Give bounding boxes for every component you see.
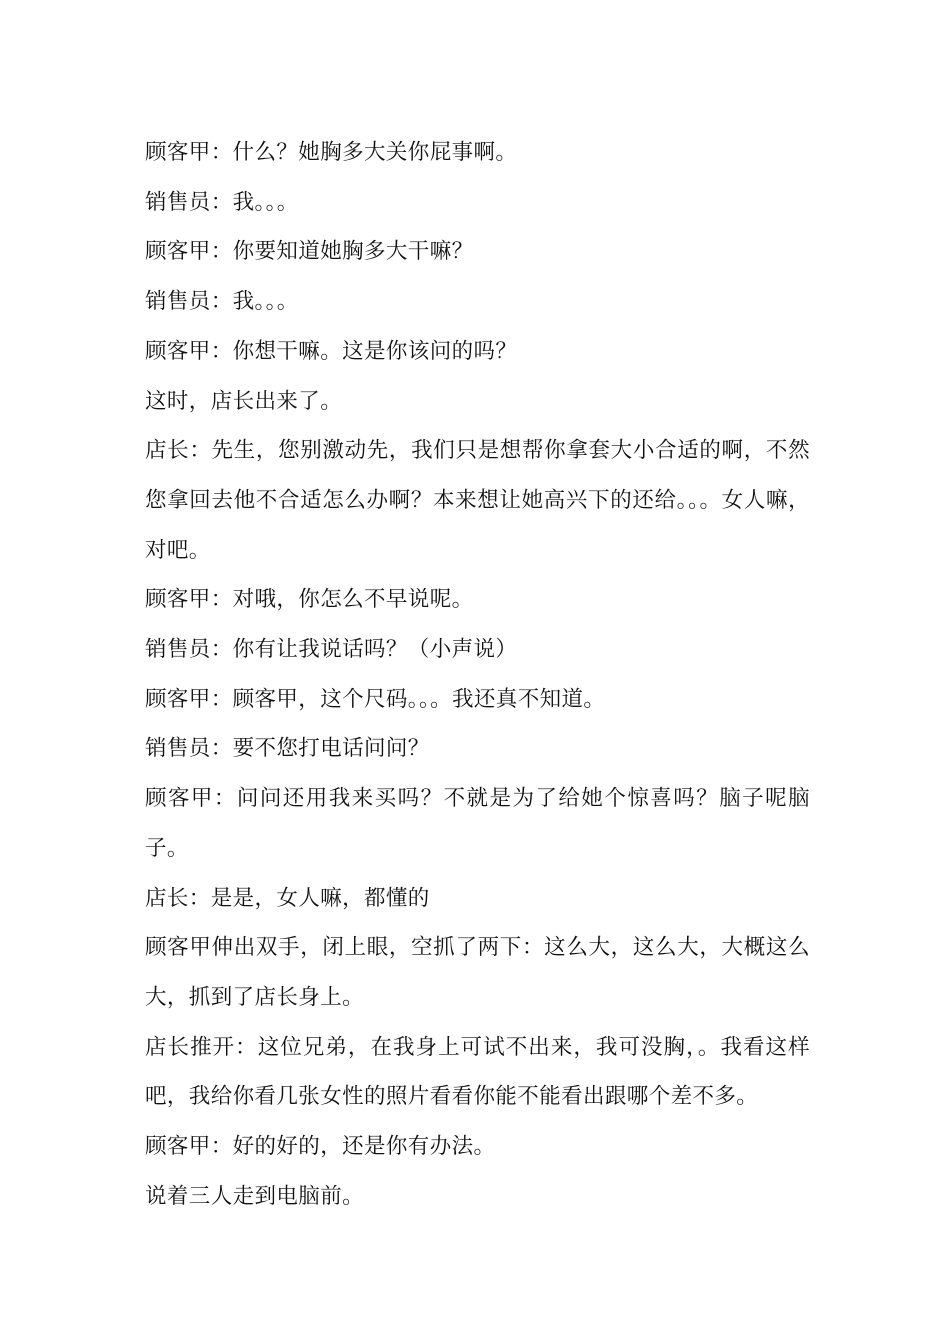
paragraph: 顾客甲：好的好的，还是你有办法。 [145,1134,496,1160]
paragraph: 说着三人走到电脑前。 [145,1183,365,1209]
document-body [145,128,810,1221]
paragraph: 销售员：我。。。 [145,289,299,315]
paragraph: 顾客甲：你想干嘛。这是你该问的吗？ [145,338,518,364]
paragraph: 销售员：要不您打电话问问？ [145,736,430,762]
paragraph: 销售员：你有让我说话吗？（小声说） [145,637,518,663]
paragraph: 顾客甲：什么？她胸多大关你屁事啊。 [145,140,518,165]
paragraph: 顾客甲伸出双手，闭上眼，空抓了两下：这么大，这么大，大概这么大，抓到了店长身上。 [145,935,810,1010]
paragraph: 店长：先生，您别激动先，我们只是想帮你拿套大小合适的啊，不然您拿回去他不合适怎么办啊？本来想让她高兴下的还给。。。女人嘛，对吧。 [145,438,810,563]
paragraph: 顾客甲：问问还用我来买吗？不就是为了给她个惊喜吗？脑子呢脑子。 [145,786,810,861]
paragraph: 店长：是是，女人嘛，都懂的 [145,885,430,911]
paragraph: 店长推开：这位兄弟，在我身上可试不出来，我可没胸，。我看这样吧，我给你看几张女性的照片看看你能不能看出跟哪个差不多。 [145,1034,810,1110]
paragraph: 顾客甲：对哦，你怎么不早说呢。 [145,587,474,613]
paragraph: 顾客甲：顾客甲，这个尺码。。。我还真不知道。 [145,686,606,712]
paragraph: 顾客甲：你要知道她胸多大干嘛？ [145,239,474,265]
paragraph: 销售员：我。。。 [145,189,299,215]
paragraph: 这时，店长出来了。 [145,388,343,414]
